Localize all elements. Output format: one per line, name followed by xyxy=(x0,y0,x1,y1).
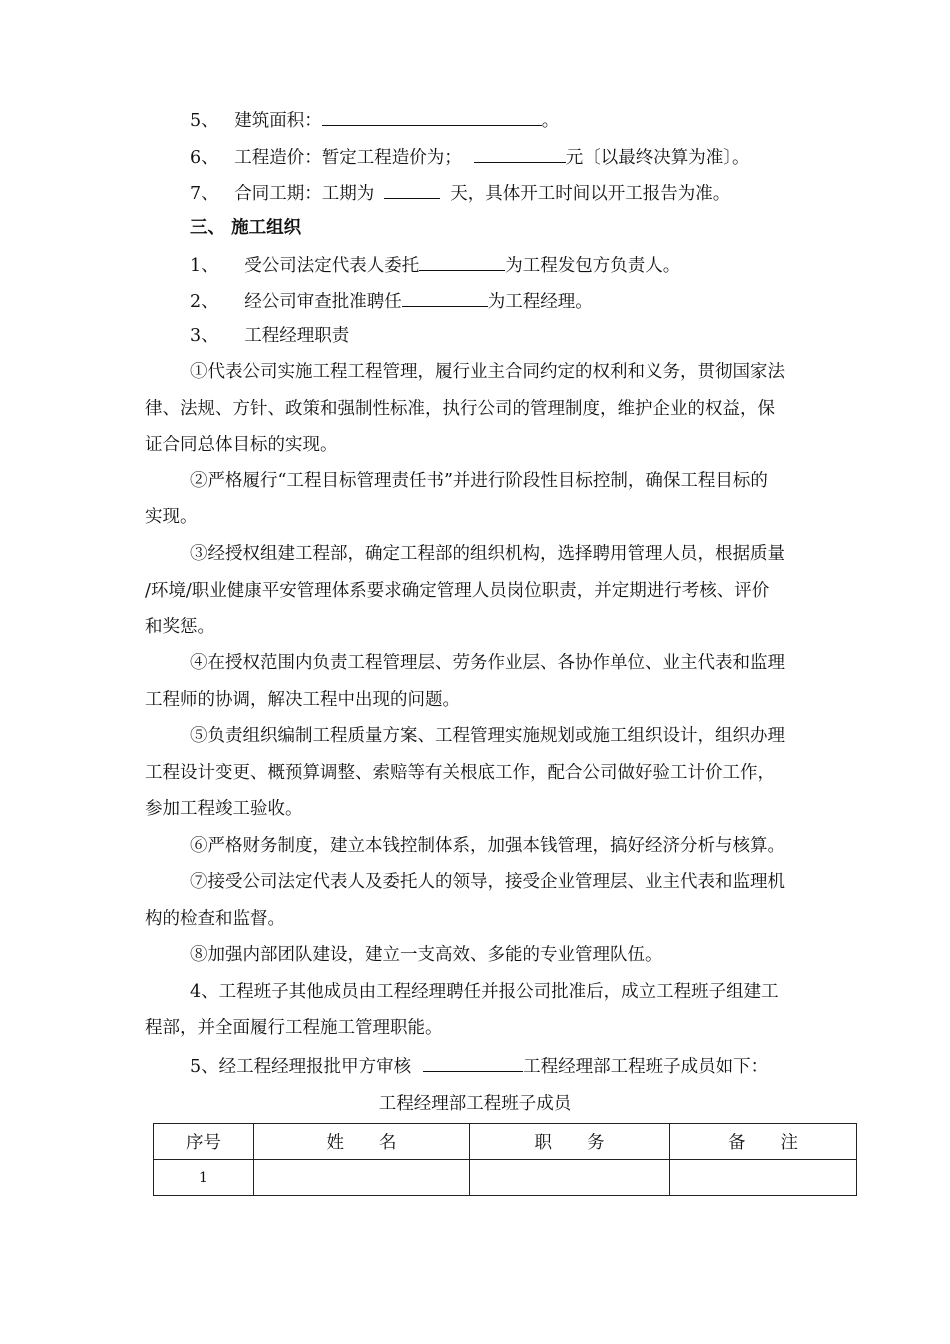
p2-pre: 经公司审查批准聘任 xyxy=(244,292,402,312)
header-remarks: 备 注 xyxy=(670,1124,857,1160)
table-header-row xyxy=(154,1124,857,1160)
paragraph-1 xyxy=(190,253,680,277)
duty-line: ④在授权范围内负责工程管理层、劳务作业层、各协作单位、业主代表和监理 xyxy=(190,653,785,673)
duty-line: 律、法规、方针、政策和强制性标准，执行公司的管理制度，维护企业的权益，保 xyxy=(145,399,775,419)
header-index: 序号 xyxy=(154,1124,254,1160)
header-name: 姓 名 xyxy=(254,1124,470,1160)
duty-line: ⑧加强内部团队建设，建立一支高效、多能的专业管理队伍。 xyxy=(190,945,663,965)
table-caption: 工程经理部工程班子成员 xyxy=(378,1094,572,1114)
p2-post: 为工程经理。 xyxy=(487,292,593,312)
duty-line: ⑦接受公司法定代表人及委托人的领导，接受企业管理层、业主代表和监理机 xyxy=(190,872,785,892)
duty-line: 工程师的协调，解决工程中出现的问题。 xyxy=(145,690,460,710)
duty-line: 实现。 xyxy=(145,507,198,527)
header-position: 职 务 xyxy=(470,1124,670,1160)
cell-name xyxy=(254,1160,470,1196)
p1-pre: 受公司法定代表人委托 xyxy=(244,256,420,276)
item-period-label: 合同工期：工期为 xyxy=(234,184,375,204)
duty-line: ⑥严格财务制度，建立本钱控制体系，加强本钱管理，搞好经济分析与核算。 xyxy=(190,836,785,856)
duty-line: ①代表公司实施工程工程管理，履行业主合同约定的权利和义务，贯彻国家法 xyxy=(190,362,785,382)
item-cost-label: 工程造价：暂定工程造价为； xyxy=(234,148,462,168)
paragraph-4-cont: 程部，并全面履行工程施工管理职能。 xyxy=(145,1018,443,1038)
item-cost-tail: 元〔以最终决算为准〕。 xyxy=(565,148,750,168)
item-area-label: 建筑面积： xyxy=(234,111,322,131)
p1-post: 为工程发包方负责人。 xyxy=(505,256,681,276)
members-table xyxy=(153,1123,857,1196)
cost-blank xyxy=(474,145,566,163)
p1-blank xyxy=(419,253,505,271)
duty-line: ②严格履行“工程目标管理责任书”并进行阶段性目标控制，确保工程目标的 xyxy=(190,471,768,491)
duty-line: ③经授权组建工程部，确定工程部的组织机构，选择聘用管理人员，根据质量 xyxy=(190,544,785,564)
cell-position xyxy=(470,1160,670,1196)
p3-num: 3、 xyxy=(190,326,219,346)
item-area-num: 5、 xyxy=(190,111,219,131)
item-area-tail: 。 xyxy=(541,111,560,131)
p5-pre: 5、经工程经理报批甲方审核 xyxy=(190,1057,412,1077)
item-period-num: 7、 xyxy=(190,184,219,204)
duty-line: 参加工程竣工验收。 xyxy=(145,799,303,819)
paragraph-2 xyxy=(190,289,593,313)
paragraph-5 xyxy=(190,1054,768,1078)
item-area xyxy=(190,108,559,132)
item-period xyxy=(190,181,730,205)
p2-blank xyxy=(402,289,488,307)
area-blank xyxy=(322,108,542,126)
cell-remarks xyxy=(670,1160,857,1196)
duty-line: 工程设计变更、概预算调整、索赔等有关根底工作，配合公司做好验工计价工作， xyxy=(145,763,775,783)
p1-num: 1、 xyxy=(190,256,219,276)
item-period-tail: 天，具体开工时间以开工报告为准。 xyxy=(450,184,731,204)
duty-line: 和奖惩。 xyxy=(145,617,215,637)
p2-num: 2、 xyxy=(190,292,219,312)
duty-line: /环境/职业健康平安管理体系要求确定管理人员岗位职责，并定期进行考核、评价 xyxy=(145,581,770,601)
duty-line: ⑤负责组织编制工程质量方案、工程管理实施规划或施工组织设计，组织办理 xyxy=(190,726,785,746)
cell-index: 1 xyxy=(154,1160,254,1196)
duty-line: 构的检查和监督。 xyxy=(145,909,285,929)
paragraph-4: 4、工程班子其他成员由工程经理聘任并报公司批准后，成立工程班子组建工 xyxy=(190,982,779,1002)
duty-line: 证合同总体目标的实现。 xyxy=(145,435,338,455)
table-row xyxy=(154,1160,857,1196)
paragraph-3 xyxy=(190,325,349,347)
item-cost xyxy=(190,145,749,169)
p3-text: 工程经理职责 xyxy=(244,326,350,346)
period-blank xyxy=(384,181,440,199)
p5-post: 工程经理部工程班子成员如下： xyxy=(523,1057,769,1077)
section-heading: 三、 施工组织 xyxy=(190,218,302,238)
item-cost-num: 6、 xyxy=(190,148,219,168)
p5-blank xyxy=(423,1054,523,1072)
